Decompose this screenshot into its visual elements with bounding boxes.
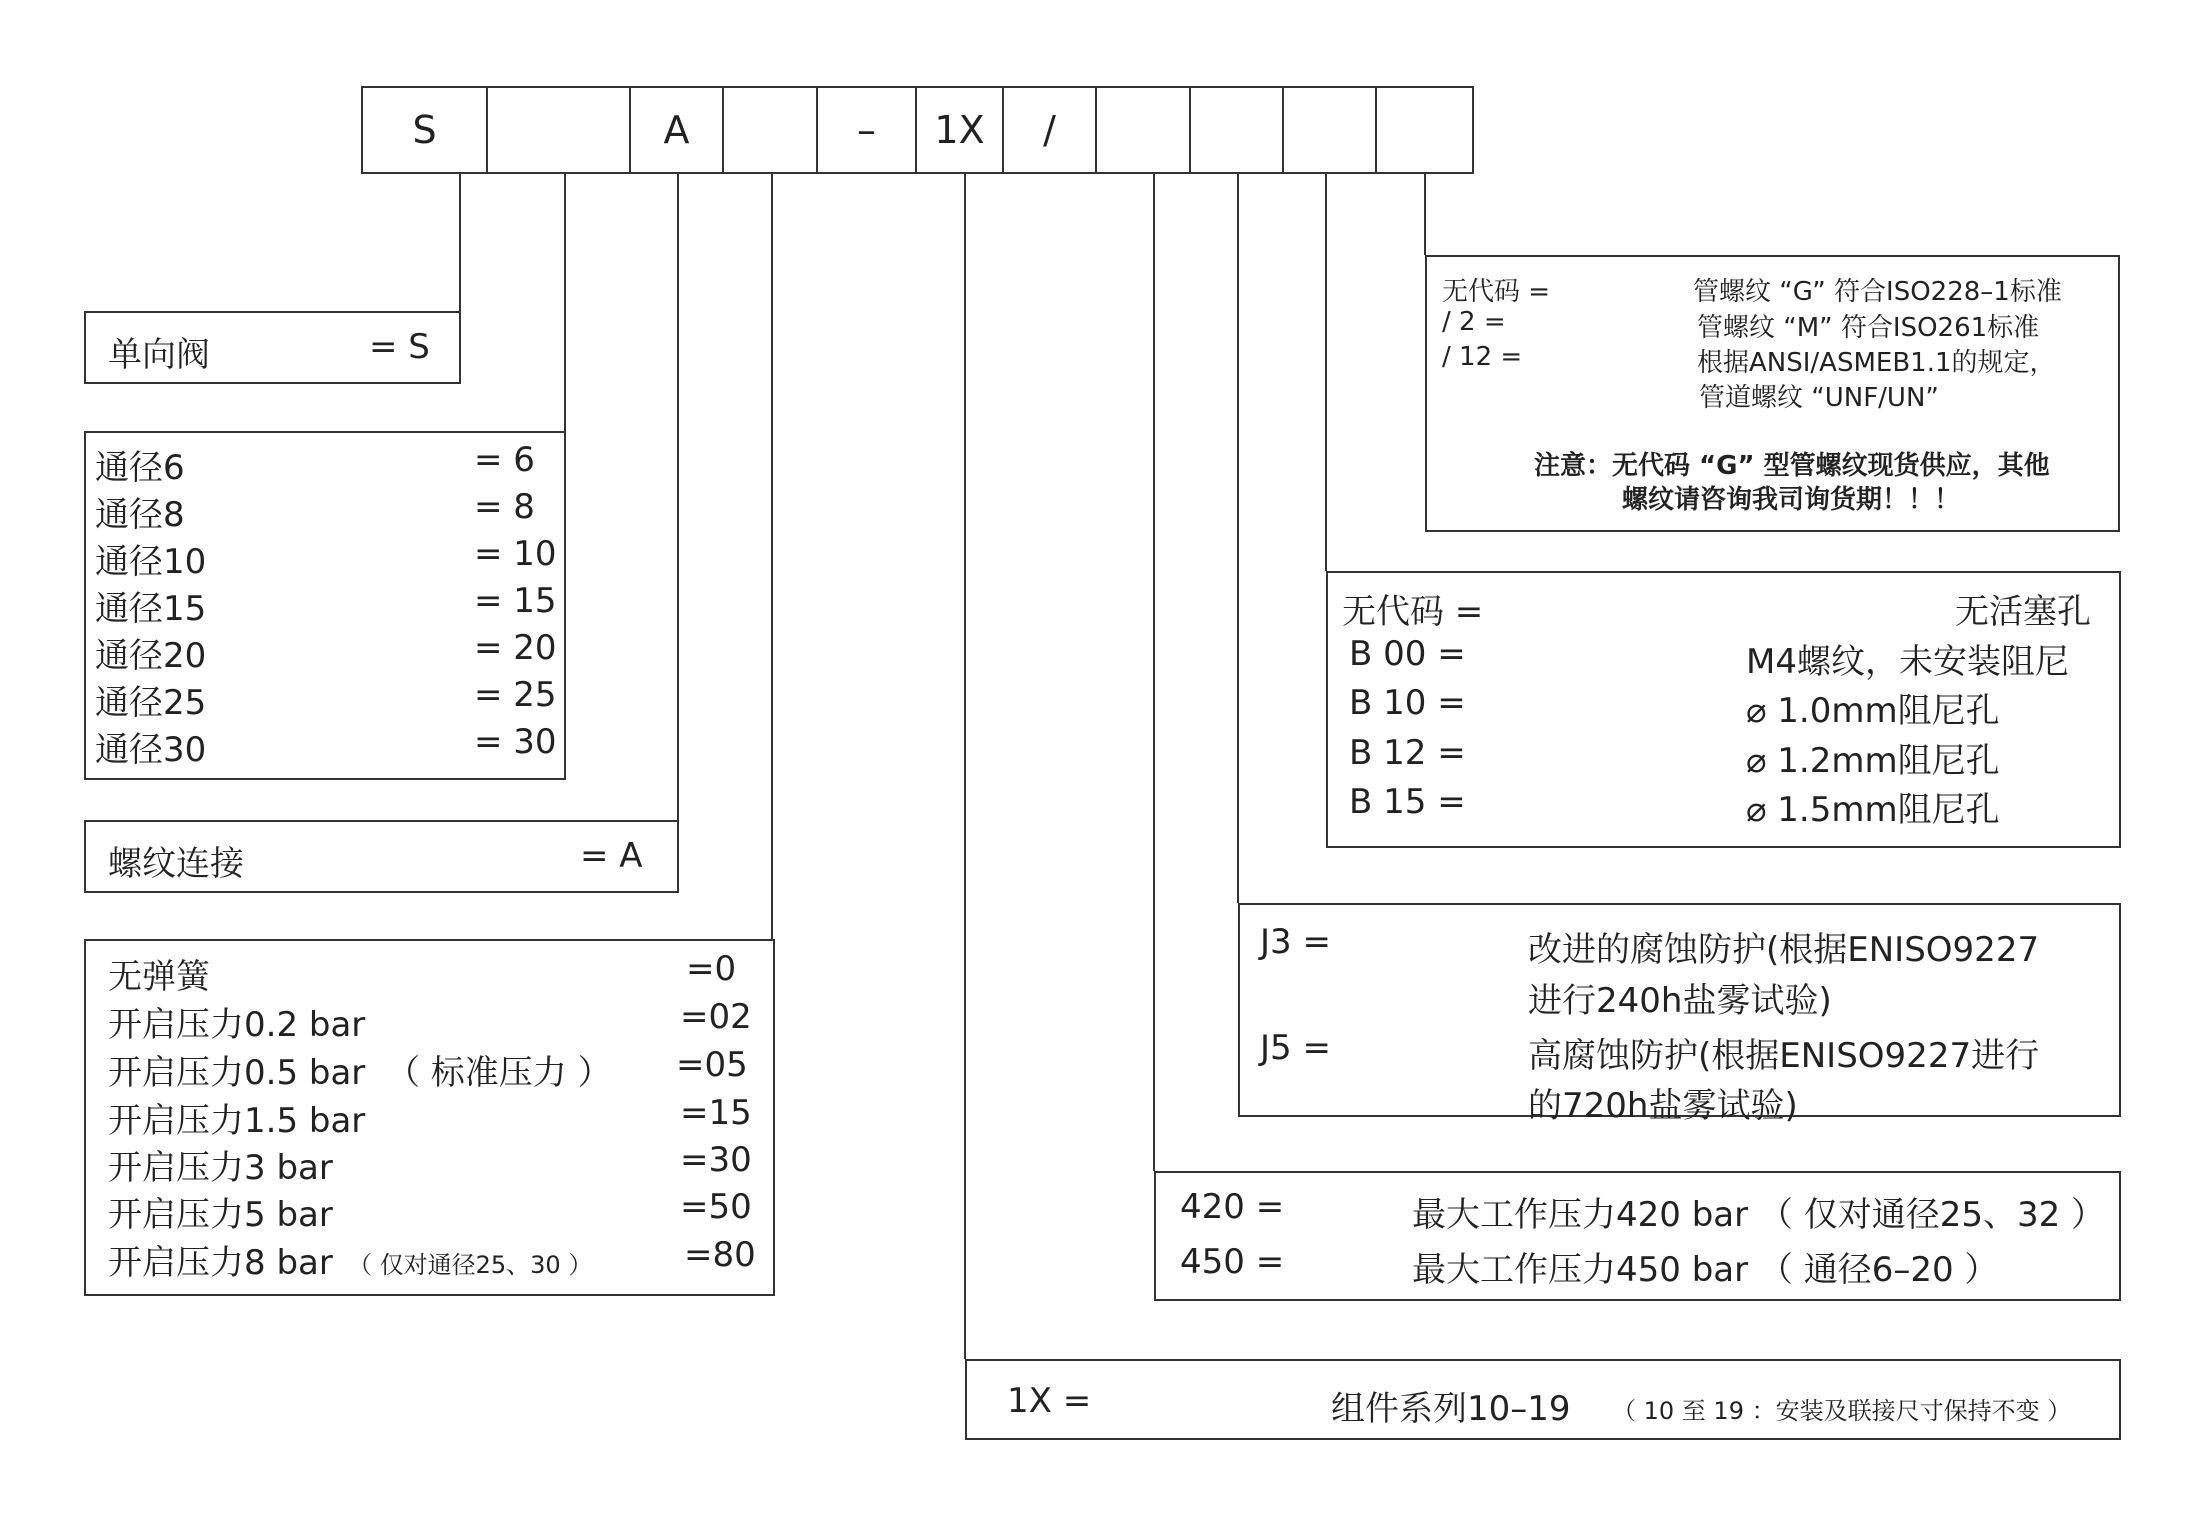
thread-type-code: / 2 = bbox=[1442, 307, 1506, 337]
orifice-box bbox=[1326, 571, 2121, 848]
orifice-desc: ⌀ 1.5mm阻尼孔 bbox=[1746, 790, 2000, 830]
size-label: 通径6 bbox=[95, 448, 185, 488]
check-valve-code: = S bbox=[369, 327, 430, 367]
size-label: 通径8 bbox=[95, 495, 185, 535]
orifice-desc: ⌀ 1.2mm阻尼孔 bbox=[1746, 741, 2000, 781]
code-cell-1: S bbox=[412, 108, 437, 152]
pressure-code: 450 = bbox=[1180, 1242, 1285, 1282]
corrosion-code: J3 = bbox=[1260, 922, 1331, 962]
spring-code: =30 bbox=[680, 1140, 752, 1180]
pressure-desc: 最大工作压力420 bar （ 仅对通径25、32 ） bbox=[1412, 1195, 2106, 1235]
corrosion-desc: 改进的腐蚀防护(根据ENISO9227 bbox=[1528, 930, 2040, 970]
thread-type-code: / 12 = bbox=[1442, 342, 1523, 372]
series-code: 1X = bbox=[1007, 1381, 1092, 1421]
size-label: 通径25 bbox=[95, 683, 207, 723]
size-box bbox=[84, 431, 566, 780]
pressure-box bbox=[1154, 1171, 2121, 1301]
pressure-code: 420 = bbox=[1180, 1187, 1285, 1227]
thread-type-desc: 根据ANSI/ASMEB1.1的规定， bbox=[1697, 348, 2056, 378]
orifice-desc: 无活塞孔 bbox=[1955, 592, 2091, 632]
size-label: 通径30 bbox=[95, 730, 207, 770]
corrosion-desc: 进行240h盐雾试验) bbox=[1528, 981, 1832, 1021]
code-cell-8 bbox=[1096, 87, 1190, 173]
thread-connection-label: 螺纹连接 bbox=[108, 844, 244, 884]
spring-code: =02 bbox=[680, 997, 752, 1037]
corrosion-desc: 高腐蚀防护(根据ENISO9227进行 bbox=[1528, 1036, 2040, 1076]
pressure-desc: 最大工作压力450 bar （ 通径6–20 ） bbox=[1412, 1250, 1999, 1290]
spring-code: =05 bbox=[676, 1045, 748, 1085]
thread-type-code: 无代码 = bbox=[1442, 277, 1551, 307]
series-note: （ 10 至 19 ：安装及联接尺寸保持不变 ） bbox=[1612, 1397, 2072, 1425]
code-cell-2 bbox=[487, 87, 630, 173]
orifice-desc: M4螺纹，未安装阻尼 bbox=[1746, 642, 2069, 682]
code-cell-7: / bbox=[1043, 108, 1056, 152]
spring-label: 开启压力0.5 bar bbox=[108, 1053, 366, 1093]
orifice-code: B 00 = bbox=[1349, 634, 1466, 674]
code-cell-3: A bbox=[663, 108, 690, 152]
corrosion-box bbox=[1238, 903, 2121, 1126]
code-cell-9 bbox=[1190, 87, 1283, 173]
corrosion-desc: 的720h盐雾试验) bbox=[1528, 1086, 1798, 1126]
thread-type-note-line1: 注意：无代码 “G” 型管螺纹现货供应，其他 bbox=[1534, 451, 2050, 481]
size-code: = 6 bbox=[474, 440, 535, 480]
orifice-code: B 10 = bbox=[1349, 683, 1466, 723]
check-valve-box bbox=[84, 311, 461, 384]
check-valve-label: 单向阀 bbox=[108, 335, 210, 375]
code-cell-11 bbox=[1376, 87, 1473, 173]
size-code: = 30 bbox=[474, 722, 557, 762]
thread-type-box bbox=[1425, 255, 2120, 532]
code-cell-4 bbox=[723, 87, 817, 173]
spring-label: 开启压力3 bar bbox=[108, 1148, 333, 1188]
spring-note: （ 仅对通径25、30 ） bbox=[348, 1251, 593, 1279]
orifice-desc: ⌀ 1.0mm阻尼孔 bbox=[1746, 691, 2000, 731]
size-code: = 10 bbox=[474, 534, 557, 574]
thread-connection-box bbox=[84, 820, 679, 893]
size-code: = 20 bbox=[474, 628, 557, 668]
size-code: = 15 bbox=[474, 581, 557, 621]
spring-label: 开启压力1.5 bar bbox=[108, 1101, 366, 1141]
thread-type-note-line2: 螺纹请咨询我司询货期！！！ bbox=[1622, 485, 1961, 515]
code-cell-10 bbox=[1283, 87, 1376, 173]
series-box bbox=[965, 1359, 2121, 1440]
orifice-code: B 15 = bbox=[1349, 782, 1466, 822]
spring-code: =80 bbox=[684, 1235, 756, 1275]
orifice-code: 无代码 = bbox=[1342, 592, 1484, 632]
spring-note: （ 标准压力 ） bbox=[386, 1053, 612, 1093]
code-cell-6: 1X bbox=[934, 108, 985, 152]
corrosion-code: J5 = bbox=[1260, 1028, 1331, 1068]
spring-label: 无弹簧 bbox=[108, 957, 210, 997]
size-label: 通径20 bbox=[95, 636, 207, 676]
thread-type-desc: 管螺纹 “G” 符合ISO228–1标准 bbox=[1693, 277, 2062, 307]
spring-code: =0 bbox=[686, 949, 737, 989]
spring-code: =50 bbox=[680, 1187, 752, 1227]
spring-label: 开启压力8 bar bbox=[108, 1243, 333, 1283]
size-code: = 25 bbox=[474, 675, 557, 715]
series-desc: 组件系列10–19 bbox=[1331, 1389, 1571, 1429]
spring-code: =15 bbox=[680, 1093, 752, 1133]
orifice-code: B 12 = bbox=[1349, 733, 1466, 773]
size-code: = 8 bbox=[474, 487, 535, 527]
spring-label: 开启压力0.2 bar bbox=[108, 1005, 366, 1045]
thread-type-desc: 管螺纹 “M” 符合ISO261标准 bbox=[1697, 313, 2040, 343]
spring-label: 开启压力5 bar bbox=[108, 1195, 333, 1235]
size-label: 通径15 bbox=[95, 589, 207, 629]
spring-box bbox=[84, 939, 775, 1296]
size-label: 通径10 bbox=[95, 542, 207, 582]
code-cell-5: – bbox=[857, 108, 876, 152]
thread-type-desc: 管道螺纹 “UNF/UN” bbox=[1699, 383, 1939, 413]
thread-connection-code: = A bbox=[580, 836, 643, 876]
